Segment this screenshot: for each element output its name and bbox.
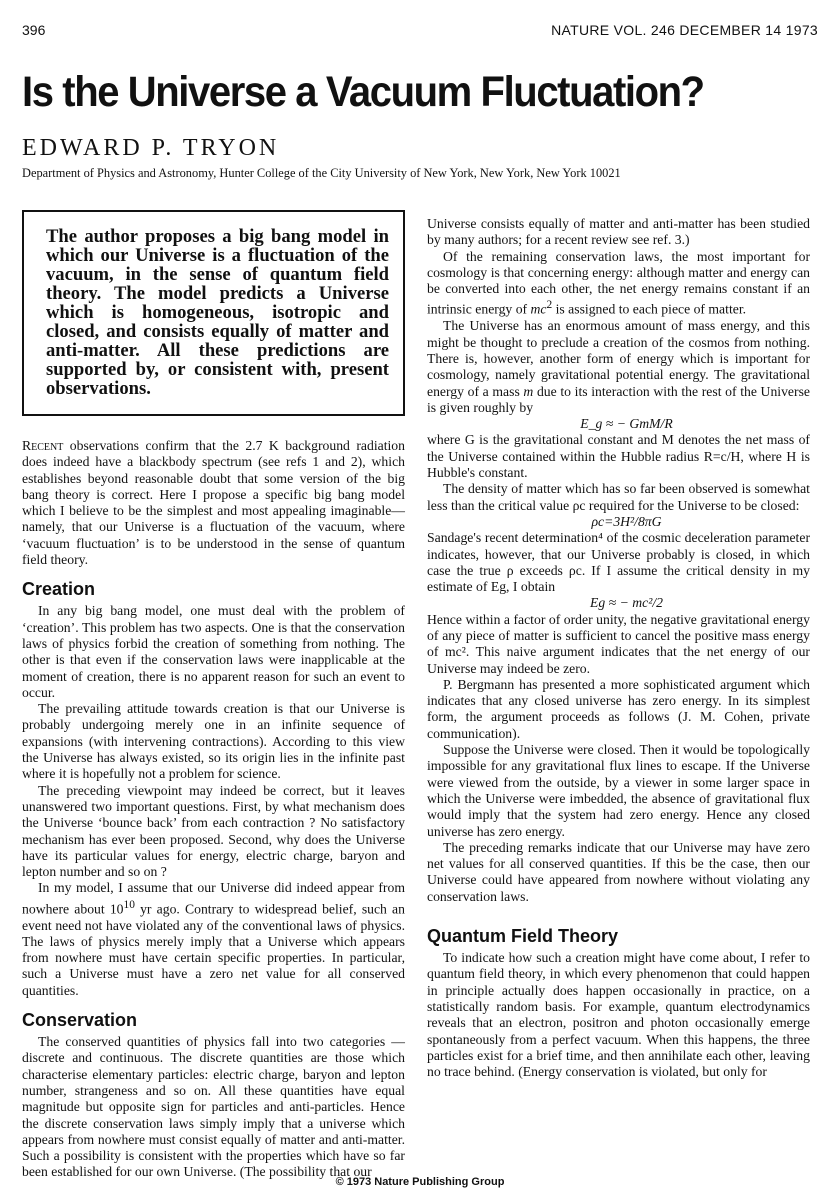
author-name: EDWARD P. TRYON bbox=[22, 135, 280, 161]
right-p2-part-a: The Universe has an enormous amount of mass energy, and this might be thought to preclude a creation of the cosmos from nothing. There is, however, another form of energy which is important for cosmology, namely gravitational potential energy. The gravitational energy of a mass bbox=[427, 318, 810, 399]
right-paragraph-3: where G is the gravitational constant and M denotes the net mass of the Universe contained within the Hubble radius R=c/H, where H is Hubble's constant. bbox=[427, 432, 810, 481]
right-p1-exponent: 2 bbox=[546, 299, 553, 312]
right-p2-part-b: due to its interaction with the rest of the Universe is given roughly by bbox=[427, 383, 810, 415]
section-heading-creation: Creation bbox=[22, 579, 96, 600]
right-paragraph-4: The density of matter which has so far been observed is somewhat less than the critical value ρc required for the Universe to be closed: bbox=[427, 481, 810, 513]
qft-paragraph-1: To indicate how such a creation might have come about, I refer to quantum field theory, in which every phenomenon that could happen in principle actually does happen occasionally in practice, on a statistically random basis. For example, quantum electrodynamics reveals that an electron, positron and photon occasionally emerge spontaneously from a perfect vacuum. When this happens, the three particles exist for a brief time, and then annihilate each other, leaving no trace behind. (Energy conservation is violated, but only for bbox=[427, 950, 810, 1080]
right-paragraph-2 bbox=[427, 318, 810, 416]
intro-lead-word: Recent bbox=[22, 438, 64, 453]
journal-citation: NATURE VOL. 246 DECEMBER 14 1973 bbox=[551, 22, 818, 38]
right-paragraph-9: The preceding remarks indicate that our Universe may have zero net values for all conserved quantities. If this be the case, then our Universe could have appeared from nowhere without violating any conservation laws. bbox=[427, 839, 810, 904]
left-column bbox=[22, 210, 405, 1181]
section-heading-conservation: Conservation bbox=[22, 1010, 138, 1031]
right-p1-part-b: is assigned to each piece of matter. bbox=[552, 302, 747, 318]
right-paragraph-5: Sandage's recent determination⁴ of the cosmic deceleration parameter indicates, however, that our Universe probably is closed, in which case the true ρ exceeds ρc. If I assume the critical density in my estimate of Eg, I obtain bbox=[427, 530, 810, 595]
right-paragraph-7: P. Bergmann has presented a more sophisticated argument which indicates that any closed universe has zero energy. In its simplest form, the argument proceeds as follows (J. M. Cohen, private communication). bbox=[427, 676, 810, 741]
copyright-footer: © 1973 Nature Publishing Group bbox=[335, 1176, 505, 1188]
equation-gravitational-energy: E_g ≈ − GmM/R bbox=[580, 416, 673, 432]
intro-paragraph bbox=[22, 438, 405, 568]
section-heading-qft: Quantum Field Theory bbox=[427, 926, 619, 947]
author-affiliation: Department of Physics and Astronomy, Hunter College of the City University of New York, New York, New York 10021 bbox=[22, 166, 621, 180]
intro-text: observations confirm that the 2.7 K background radiation does indeed have a blackbody spectrum (see refs 1 and 2), which establishes beyond reasonable doubt that some version of the big bang theory is correct. Here I propose a specific big bang model which I believe to be the simplest and most appealing imaginable—namely, that our Universe is a fluctuation of the vacuum, where ‘vacuum fluctuation’ is to be understood in the sense of quantum field theory. bbox=[22, 438, 405, 568]
abstract-text: The author proposes a big bang model in which our Universe is a fluctuation of the vacuum, in the sense of quantum field theory. The model predicts a Universe which is homogeneous, isotropic and closed, and consists equally of matter and anti-matter. All these predictions are supported by, or consistent with, present observations. bbox=[46, 226, 389, 399]
creation-p4-part-b: yr ago. Contrary to widespread belief, such an event need not have violated any of the conventional laws of physics. The laws of physics merely imply that a Universe which appears from nowhere must have certain specific properties. In particular, such a Universe must have a zero net value for all conserved quantities. bbox=[22, 901, 405, 998]
right-p1-part-a: Of the remaining conservation laws, the most important for cosmology is that concerning energy: although matter and energy can be converted into each other, the net energy remains constant if an intrinsic energy of bbox=[427, 248, 810, 318]
equation-energy-estimate: Eg ≈ − mc²/2 bbox=[590, 595, 663, 611]
creation-p4-part-a: In my model, I assume that our Universe did indeed appear from nowhere about 10 bbox=[22, 880, 405, 917]
right-paragraph-6: Hence within a factor of order unity, the negative gravitational energy of any piece of matter is sufficient to cancel the positive mass energy of mc². This naive argument indicates that the net energy of our Universe may indeed be zero. bbox=[427, 611, 810, 676]
right-p1-formula: mc bbox=[530, 302, 547, 318]
creation-p4-exponent: 10 bbox=[123, 898, 135, 911]
right-paragraph-0: Universe consists equally of matter and anti-matter has been studied by many authors; for a recent review see ref. 3.) bbox=[427, 216, 810, 248]
creation-paragraph-1: In any big bang model, one must deal with the problem of ‘creation’. This problem has two aspects. One is that the conservation laws of physics forbid the creation of something from nothing. The other is that even if the conservation laws were inapplicable at the moment of creation, there is no apparent reason for such an event to occur. bbox=[22, 603, 405, 700]
creation-paragraph-4 bbox=[22, 880, 405, 999]
creation-paragraph-3: The preceding viewpoint may indeed be correct, but it leaves unanswered two important questions. First, by what mechanism does the Universe ‘bounce back’ from each contraction ? No satisfactory mechanism has ever been proposed. Second, why does the Universe have its particular values for energy, electric charge, baryon and lepton number and so on ? bbox=[22, 782, 405, 880]
article-title: Is the Universe a Vacuum Fluctuation? bbox=[22, 68, 704, 116]
right-paragraph-1 bbox=[427, 249, 810, 319]
creation-paragraph-2: The prevailing attitude towards creation is that our Universe is probably undergoing merely one in an infinite sequence of expansions (with intervening contractions). According to this view the Universe has always existed, so its origin lies in the infinite past where it is hopefully not a problem for science. bbox=[22, 701, 405, 782]
right-paragraph-8: Suppose the Universe were closed. Then it would be topologically impossible for any gravitational flux lines to escape. If the Universe were viewed from the outside, by a viewer in some larger space in which the Universe were imbedded, the absence of gravitational flux would imply that the system had zero energy. Hence any closed universe has zero energy. bbox=[427, 742, 810, 839]
conservation-paragraph-1: The conserved quantities of physics fall into two categories —discrete and continuous. The discrete quantities are those which characterise elementary particles: electric charge, baryon and lepton number, strangeness and so on. All these quantities have equal magnitude but opposite sign for particles and anti-particles. Hence the discrete conservation laws simply imply that a universe which appears from nowhere must consist equally of matter and anti-matter. Such a possibility is consistent with the properties which have so far been established for our own Universe. (The possibility that our bbox=[22, 1034, 405, 1180]
equation-critical-density: ρc=3H²/8πG bbox=[591, 513, 662, 529]
right-p2-symbol: m bbox=[523, 383, 534, 399]
running-header bbox=[22, 22, 818, 40]
right-column bbox=[427, 216, 810, 1080]
page-number: 396 bbox=[22, 22, 46, 38]
abstract-box bbox=[22, 210, 405, 416]
